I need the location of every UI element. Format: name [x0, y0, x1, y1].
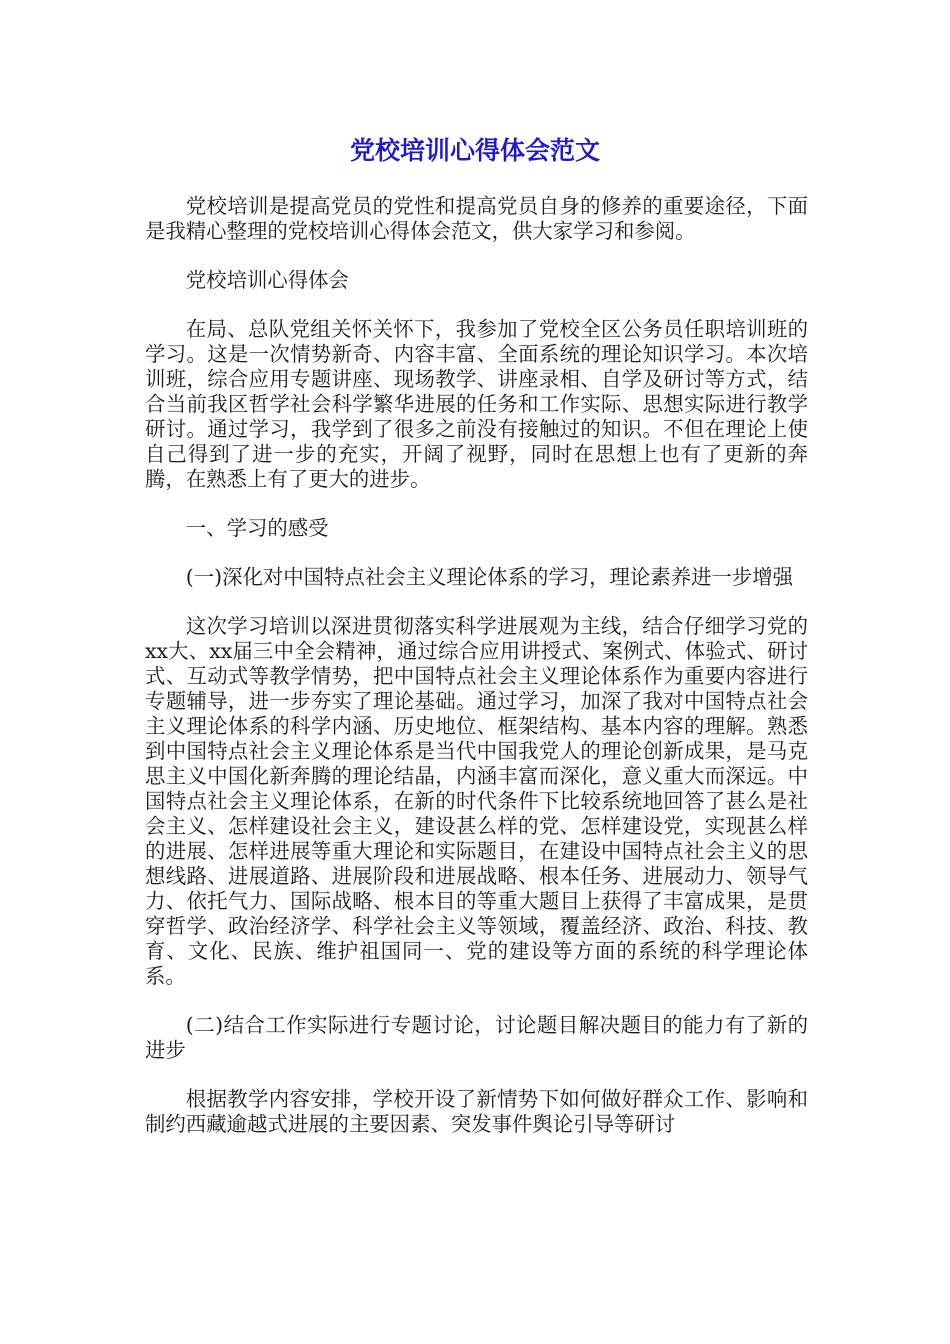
body-paragraph: 根据教学内容安排，学校开设了新情势下如何做好群众工作、影响和制约西藏逾越式进展的主要因素、突发事件舆论引导等研讨 [145, 1087, 808, 1136]
section-heading: 党校培训心得体会 [185, 268, 349, 292]
subsection-heading: (二)结合工作实际进行专题讨论，讨论题目解决题目的能力有了新的进步 [145, 1013, 808, 1062]
document-title: 党校培训心得体会范文 [349, 136, 600, 165]
document-body [145, 194, 808, 1137]
subsection-heading: (一)深化对中国特点社会主义理论体系的学习，理论素养进一步增强 [185, 565, 794, 589]
section-heading: 一、学习的感受 [185, 516, 329, 540]
intro-paragraph: 党校培训是提高党员的党性和提高党员自身的修养的重要途径，下面是我精心整理的党校培训心得体会范文，供大家学习和参阅。 [145, 194, 808, 243]
body-paragraph: 在局、总队党组关怀关怀下，我参加了党校全区公务员任职培训班的学习。这是一次情势新奇、内容丰富、全面系统的理论知识学习。本次培训班，综合应用专题讲座、现场教学、讲座录相、自学及研讨等方式，结合当前我区哲学社会科学繁华进展的任务和工作实际、思想实际进行教学研讨。通过学习，我学到了很多之前没有接触过的知识。不但在理论上使自己得到了进一步的充实，开阔了视野，同时在思想上也有了更新的奔腾，在熟悉上有了更大的进步。 [145, 317, 808, 491]
body-paragraph: 这次学习培训以深进贯彻落实科学进展观为主线，结合仔细学习党的xx大、xx届三中全会精神，通过综合应用讲授式、案例式、体验式、研讨式、互动式等教学情势，把中国特点社会主义理论体系作为重要内容进行专题辅导，进一步夯实了理论基础。通过学习，加深了我对中国特点社会主义理论体系的科学内涵、历史地位、框架结构、基本内容的理解。熟悉到中国特点社会主义理论体系是当代中国我党人的理论创新成果，是马克思主义中国化新奔腾的理论结晶，内涵丰富而深化，意义重大而深远。中国特点社会主义理论体系，在新的时代条件下比较系统地回答了甚么是社会主义、怎样建设社会主义，建设甚么样的党、怎样建设党，实现甚么样的进展、怎样进展等重大理论和实际题目，在建设中国特点社会主义的思想线路、进展道路、进展阶段和进展战略、根本任务、进展动力、领导气力、依托气力、国际战略、根本目的等重大题目上获得了丰富成果，是贯穿哲学、政治经济学、科学社会主义等领域，覆盖经济、政治、科技、教育、文化、民族、维护祖国同一、党的建设等方面的系统的科学理论体系。 [145, 614, 808, 988]
